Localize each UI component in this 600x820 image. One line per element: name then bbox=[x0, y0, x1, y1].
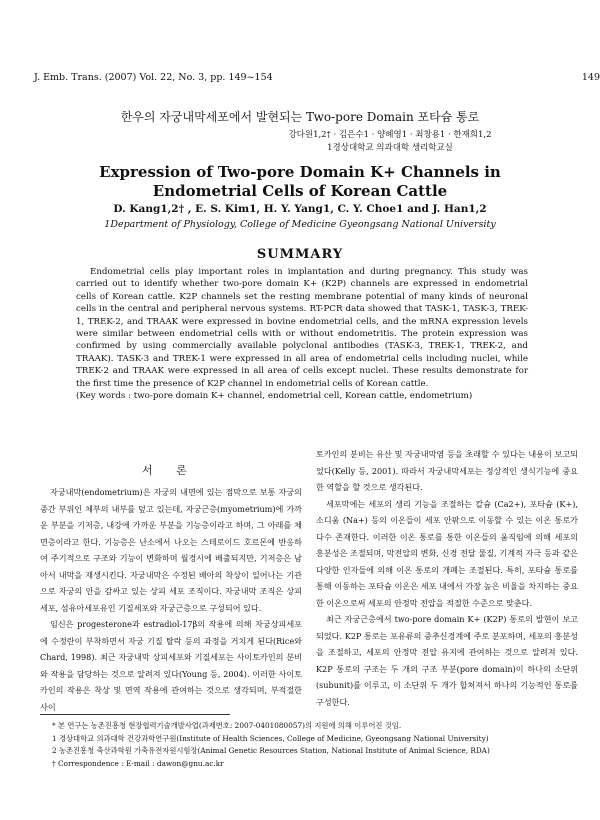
paragraph: 임신은 progesterone과 estradiol-17β의 작용에 의해 자궁상피세포에 수정란이 부착하면서 자궁 기질 탈락 등의 과정을 거치게 된다(Rice와 Chard, 1998). 최근 자궁내막 상피세포와 기질세포는 사이토카인의 분비와 작용을 담당하는 것으로 알려져 있다(Young 등, 2004). 이러한 사이토카인의 작용은 착상 및 면역 작용에 관여하는 것으로 생각되며, 부적절한 사이 bbox=[40, 619, 302, 712]
abstract bbox=[76, 266, 528, 402]
footnote: * 본 연구는 농촌진흥청 현장협력기술개발사업(과제번호: 2007-0401080057)의 지원에 의해 이루어진 것임. bbox=[52, 721, 402, 730]
footnote-rule bbox=[40, 714, 230, 715]
left-column bbox=[40, 484, 302, 715]
footnote: † Correspondence : E-mail : dawon@gnu.ac.kr bbox=[52, 758, 224, 768]
paragraph: 세포막에는 세포의 생리 기능을 조절하는 칼슘 (Ca2+), 포타슘 (K+), 소디움 (Na+) 등의 이온들이 세포 안팎으로 이동할 수 있는 이온 통로가 다수 존재한다. 이러한 이온 통로를 통한 이온들의 움직임에 의해 세포의 흥분성은 조절되며, 막전압의 변화, 신경 전달 물질, 기계적 자극 등과 같은 다양한 인자들에 의해 이온 통로의 개폐는 조절된다. 특히, 포타슘 통로를 통해 이동하는 포타슘 이온은 세포 내에서 가장 높은 비율을 차지하는 중요한 이온으로써 세포의 안정막 전압을 적절한 수준으로 맞춘다. bbox=[316, 498, 578, 608]
section-heading: 서 론 bbox=[142, 464, 197, 477]
paragraph: 토카인의 분비는 유산 및 자궁내막염 등을 초래할 수 있다는 내용이 보고되었다(Kelly 등, 2001). 따라서 자궁내막세포는 정상적인 생식기능에 중요한 역할을 할 것으로 생각된다. bbox=[316, 449, 578, 492]
keywords: (Key words : two-pore domain K+ channel, endometrial cell, Korean cattle, endometrium) bbox=[76, 391, 473, 402]
paragraph: 자궁내막(endometrium)은 자궁의 내면에 있는 점막으로 보통 자궁의 중간 부위인 체부의 내부를 덮고 있는데, 자궁근층(myometrium)에 가까운 부분을 기저층, 내강에 가까운 부분을 기능층이라고 하며, 그 아래를 체면층이라고 한다. 기능층은 난소에서 나오는 스테로이드 호르몬에 반응하여 주기적으로 구조와 기능이 변화하며 월경시에 배출되지만, 기저층은 남아서 내막을 재생시킨다. 자궁내막은 수정된 배아의 착상이 일어나는 기관으로 자궁의 안을 감싸고 있는 상피 세포 조직이다. 자궁내막 조직은 상피세포, 섬유아세포유인 기질세포와 자궁근층으로 구성되어 있다. bbox=[40, 487, 302, 613]
english-title: Expression of Two-pore Domain K+ Channels in Endometrial Cells of Korean Cattle bbox=[99, 163, 501, 200]
right-column bbox=[316, 446, 578, 710]
page-number: 149 bbox=[581, 72, 600, 83]
korean-authors: 강다원1,2† · 김은수1 · 양혜영1 · 최창용1 · 한재희1,2 bbox=[288, 130, 492, 140]
footnotes bbox=[52, 720, 572, 770]
korean-title: 한우의 자궁내막세포에서 발현되는 Two-pore Domain 포타슘 통로 bbox=[120, 110, 480, 124]
journal-header: J. Emb. Trans. (2007) Vol. 22, No. 3, pp. 149~154 bbox=[34, 72, 273, 83]
paragraph: 최근 자궁근층에서 two-pore domain K+ (K2P) 통로의 발현이 보고되었다. K2P 통로는 포유류의 중추신경계에 주로 분포하며, 세포의 흥분성을 조절하고, 세포의 안정막 전압 유지에 관여하는 것으로 알려져 있다. K2P 통로의 구조는 두 개의 구조 부분(pore domain)이 하나의 소단위(subunit)를 이루고, 이 소단위 두 개가 합쳐져서 하나의 기능적인 통로를 구성한다. bbox=[316, 614, 578, 707]
korean-affiliation: 1경상대학교 의과대학 생리학교실 bbox=[327, 143, 453, 153]
footnote: 1 경상대학교 의과대학 건강과학연구원(Institute of Health Sciences, College of Medicine, Gyeongsang National University) bbox=[52, 733, 489, 743]
footnote: 2 농촌진흥청 축산과학원 가축유전자원시험장(Animal Genetic Resources Station, National Institute of Animal Science, RDA) bbox=[52, 746, 490, 755]
summary-heading: SUMMARY bbox=[256, 247, 344, 262]
abstract-text: Endometrial cells play important roles in implantation and during pregnancy. This study was carried out to identify whether two-pore domain K+ (K2P) channels are expressed in endometrial cells of Korean cattle. K2P channels set the resting membrane potential of many kinds of neuronal cells in the central and peripheral nervous systems. RT-PCR data showed that TASK-1, TASK-3, TREK-1, TREK-2, and TRAAK were expressed in bovine endometrial cells, and the mRNA expression levels were similar between endometrial cells with or without endometritis. The protein expression was confirmed by using commercially available polyclonal antibodies (TASK-3, TREK-1, TREK-2, and TRAAK). TASK-3 and TREK-1 were expressed in all area of endometrial cells including nuclei, while TREK-2 and TRAAK were expressed in all area of cells except nuclei. These results demonstrate for the first time the presence of K2P channel in endometrial cells of Korean cattle. bbox=[76, 267, 528, 389]
english-affiliation: 1Department of Physiology, College of Medicine Gyeongsang National University bbox=[104, 219, 496, 230]
english-authors: D. Kang1,2† , E. S. Kim1, H. Y. Yang1, C. Y. Choe1 and J. Han1,2 bbox=[113, 203, 487, 215]
